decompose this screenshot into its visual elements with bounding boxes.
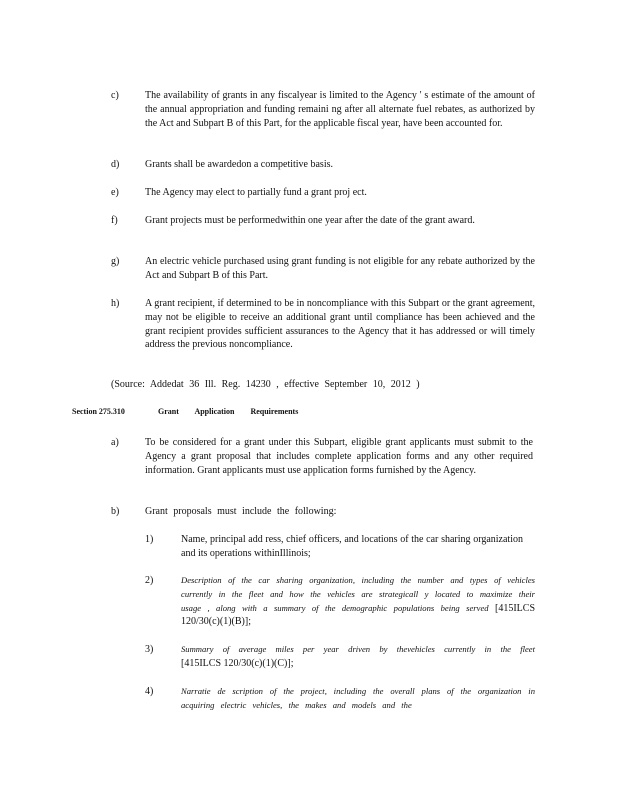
- section-item-text-a: To be considered for a grant under this Subpart, eligible grant applicants must submit to the Agency a grant proposal that includes complete application forms and any other required information. Grant applicants must use application forms furnished by the Agency.: [145, 437, 533, 476]
- item-label-f: f): [111, 215, 118, 226]
- item-text-h: A grant recipient, if determined to be in noncompliance with this Subpart or the grant agreement, may not be eligible to receive an additional grant until compliance has been achieved and the grant recipient provides sufficient assurances to the Agency that it has addressed or will timely address the previous noncompliance.: [145, 298, 535, 351]
- item-text-f: Grant projects must be performedwithin one year after the date of the grant award.: [145, 215, 475, 226]
- item-label-d: d): [111, 159, 120, 170]
- item-text-c: The availability of grants in any fiscalyear is limited to the Agency ' s estimate of the amount of the annual appropriation and funding remaini ng after all alternate fuel rebates, as authorized by the Act and Subpart B of this Part, for the applicable fiscal year, have been accounted for.: [145, 90, 535, 129]
- item-label-h: h): [111, 298, 120, 309]
- subitem-text-1: Name, principal add ress, chief officers, and locations of the car sharing organization and its operations withinIllinois;: [181, 534, 523, 559]
- section-item-label-b: b): [111, 506, 120, 517]
- item-label-c: c): [111, 90, 119, 101]
- section-title: Grant Application Requirements: [158, 407, 299, 416]
- subitem-text-2: [181, 574, 535, 629]
- subitem-text-3: [181, 643, 535, 671]
- item-text-g: An electric vehicle purchased using grant funding is not eligible for any rebate authorized by the Act and Subpart B of this Part.: [145, 256, 535, 281]
- section-number: Section 275.310: [72, 407, 125, 416]
- subitem-3-citation: [415ILCS 120/30(c)(1)(C)];: [181, 657, 294, 669]
- item-label-g: g): [111, 256, 120, 267]
- item-text-d: Grants shall be awardedon a competitive basis.: [145, 159, 333, 170]
- item-text-e: The Agency may elect to partially fund a grant proj ect.: [145, 187, 367, 198]
- subitem-label-4: 4): [145, 686, 154, 697]
- subitem-label-1: 1): [145, 534, 154, 545]
- subitem-2-description: Description of the car sharing organization, including the number and types of vehicles currently in the fleet and how the vehicles are strategicall y located to maximize their usage , along with a summary of the demographic populations being served: [181, 575, 535, 613]
- item-label-e: e): [111, 187, 119, 198]
- section-item-label-a: a): [111, 437, 119, 448]
- subitem-2-citation: [415ILCS 120/30(c)(1)(B)];: [181, 602, 535, 628]
- source-note: (Source: Addedat 36 Ill. Reg. 14230 , effective September 10, 2012 ): [111, 379, 420, 390]
- subitem-text-4: Narratie de scription of the project, including the overall plans of the organization in acquiring electric vehicles, the makes and models and the: [181, 686, 535, 710]
- subitem-3-description: Summary of average miles per year driven by thevehicles currently in the fleet: [181, 644, 535, 654]
- subitem-label-3: 3): [145, 644, 154, 655]
- subitem-label-2: 2): [145, 575, 154, 586]
- section-item-text-b: Grant proposals must include the following:: [145, 506, 337, 517]
